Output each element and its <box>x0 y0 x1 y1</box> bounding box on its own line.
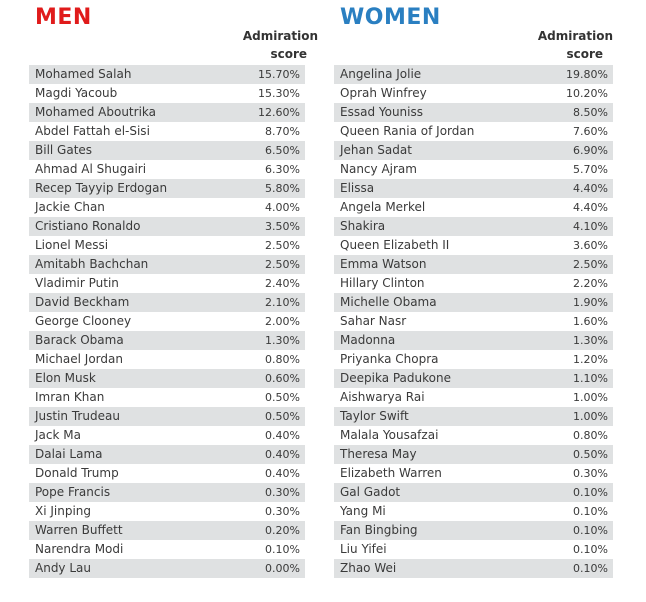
admiration-score: 3.50% <box>265 220 300 233</box>
person-name: Elissa <box>340 181 375 195</box>
admiration-score: 0.10% <box>573 543 608 556</box>
person-name: Gal Gadot <box>340 485 401 499</box>
person-name: Sahar Nasr <box>340 314 407 328</box>
table-row <box>334 502 613 521</box>
table-row <box>29 255 305 274</box>
person-name: Mohamed Salah <box>35 67 132 81</box>
person-name: Ahmad Al Shugairi <box>35 162 147 176</box>
admiration-score: 1.30% <box>573 334 608 347</box>
table-row <box>29 103 305 122</box>
admiration-score: 0.10% <box>573 505 608 518</box>
admiration-score: 0.30% <box>265 505 300 518</box>
person-name: Taylor Swift <box>340 409 409 423</box>
table-row <box>334 84 613 103</box>
admiration-score: 12.60% <box>258 106 300 119</box>
person-name: Jack Ma <box>35 428 81 442</box>
admiration-score: 2.50% <box>265 258 300 271</box>
table-row <box>29 540 305 559</box>
table-row <box>334 369 613 388</box>
person-name: Xi Jinping <box>35 504 92 518</box>
table-row <box>334 160 613 179</box>
table-row <box>334 141 613 160</box>
table-row <box>334 388 613 407</box>
person-name: Pope Francis <box>35 485 111 499</box>
person-name: Donald Trump <box>35 466 119 480</box>
admiration-score: 0.10% <box>573 562 608 575</box>
person-name: Angelina Jolie <box>340 67 422 81</box>
table-row <box>334 293 613 312</box>
person-name: Queen Rania of Jordan <box>340 124 475 138</box>
person-name: Priyanka Chopra <box>340 352 439 366</box>
table-row <box>334 521 613 540</box>
table-row <box>29 369 305 388</box>
person-name: Michelle Obama <box>340 295 437 309</box>
person-name: Elizabeth Warren <box>340 466 442 480</box>
person-name: Imran Khan <box>35 390 105 404</box>
person-name: Abdel Fattah el-Sisi <box>35 124 150 138</box>
table-row <box>334 179 613 198</box>
person-name: Bill Gates <box>35 143 93 157</box>
person-name: Shakira <box>340 219 386 233</box>
person-name: Malala Yousafzai <box>340 428 439 442</box>
person-name: Aishwarya Rai <box>340 390 425 404</box>
table-row <box>29 293 305 312</box>
person-name: Cristiano Ronaldo <box>35 219 141 233</box>
person-name: Vladimir Putin <box>35 276 119 290</box>
admiration-score: 0.00% <box>265 562 300 575</box>
admiration-score: 0.80% <box>573 429 608 442</box>
admiration-score: 5.70% <box>573 163 608 176</box>
table-row <box>29 521 305 540</box>
table-row <box>29 426 305 445</box>
admiration-score: 0.50% <box>573 448 608 461</box>
table-row <box>29 407 305 426</box>
admiration-score: 0.60% <box>265 372 300 385</box>
admiration-score: 1.30% <box>265 334 300 347</box>
admiration-score: 19.80% <box>566 68 608 81</box>
table-row <box>334 426 613 445</box>
person-name: Liu Yifei <box>340 542 387 556</box>
person-name: Nancy Ajram <box>340 162 417 176</box>
admiration-score: 0.30% <box>265 486 300 499</box>
person-name: Jackie Chan <box>35 200 105 214</box>
person-name: Justin Trudeau <box>35 409 120 423</box>
person-name: Magdi Yacoub <box>35 86 118 100</box>
table-row <box>334 198 613 217</box>
admiration-score: 0.80% <box>265 353 300 366</box>
table-row <box>334 483 613 502</box>
person-name: Emma Watson <box>340 257 427 271</box>
admiration-score: 6.30% <box>265 163 300 176</box>
admiration-score: 2.20% <box>573 277 608 290</box>
person-name: Madonna <box>340 333 396 347</box>
person-name: Barack Obama <box>35 333 124 347</box>
table-row <box>334 312 613 331</box>
admiration-score: 0.50% <box>265 410 300 423</box>
person-name: Recep Tayyip Erdogan <box>35 181 168 195</box>
person-name: David Beckham <box>35 295 130 309</box>
admiration-score: 2.00% <box>265 315 300 328</box>
admiration-score: 0.40% <box>265 448 300 461</box>
admiration-score: 0.10% <box>573 486 608 499</box>
men-score-header-line2: score <box>270 47 307 61</box>
admiration-score: 8.70% <box>265 125 300 138</box>
admiration-score: 0.20% <box>265 524 300 537</box>
person-name: George Clooney <box>35 314 132 328</box>
women-score-header-line2: score <box>566 47 603 61</box>
table-row <box>334 65 613 84</box>
admiration-score: 1.90% <box>573 296 608 309</box>
table-row <box>29 84 305 103</box>
person-name: Queen Elizabeth II <box>340 238 450 252</box>
admiration-score: 10.20% <box>566 87 608 100</box>
table-row <box>29 388 305 407</box>
admiration-score: 8.50% <box>573 106 608 119</box>
table-row <box>334 464 613 483</box>
table-row <box>334 445 613 464</box>
admiration-score: 6.50% <box>265 144 300 157</box>
person-name: Hillary Clinton <box>340 276 425 290</box>
men-panel <box>29 0 318 575</box>
admiration-score: 2.50% <box>573 258 608 271</box>
person-name: Dalai Lama <box>35 447 103 461</box>
table-row <box>334 407 613 426</box>
women-header <box>334 0 613 65</box>
admiration-score: 0.30% <box>573 467 608 480</box>
table-row <box>29 483 305 502</box>
admiration-score: 1.00% <box>573 391 608 404</box>
admiration-score: 3.60% <box>573 239 608 252</box>
admiration-score: 0.10% <box>573 524 608 537</box>
table-row <box>334 217 613 236</box>
women-title: WOMEN <box>340 5 441 30</box>
table-row <box>29 122 305 141</box>
admiration-score: 1.10% <box>573 372 608 385</box>
admiration-score: 4.40% <box>573 201 608 214</box>
table-row <box>29 274 305 293</box>
admiration-score: 0.40% <box>265 429 300 442</box>
person-name: Yang Mi <box>340 504 386 518</box>
person-name: Narendra Modi <box>35 542 124 556</box>
admiration-score: 2.50% <box>265 239 300 252</box>
table-row <box>334 103 613 122</box>
admiration-score: 0.40% <box>265 467 300 480</box>
person-name: Elon Musk <box>35 371 96 385</box>
table-row <box>334 331 613 350</box>
admiration-score: 2.10% <box>265 296 300 309</box>
admiration-score: 4.40% <box>573 182 608 195</box>
table-row <box>29 141 305 160</box>
person-name: Zhao Wei <box>340 561 397 575</box>
admiration-score: 15.30% <box>258 87 300 100</box>
admiration-score: 4.10% <box>573 220 608 233</box>
table-row <box>334 559 613 578</box>
women-score-column-header <box>513 27 613 63</box>
men-table <box>29 65 305 578</box>
admiration-score: 1.60% <box>573 315 608 328</box>
admiration-score: 2.40% <box>265 277 300 290</box>
table-row <box>29 65 305 84</box>
person-name: Amitabh Bachchan <box>35 257 149 271</box>
person-name: Jehan Sadat <box>340 143 412 157</box>
men-score-column-header <box>218 27 318 63</box>
table-row <box>29 445 305 464</box>
table-row <box>334 350 613 369</box>
person-name: Warren Buffett <box>35 523 123 537</box>
person-name: Lionel Messi <box>35 238 109 252</box>
table-row <box>334 255 613 274</box>
admiration-score: 0.50% <box>265 391 300 404</box>
table-row <box>29 464 305 483</box>
admiration-score: 5.80% <box>265 182 300 195</box>
table-row <box>29 350 305 369</box>
table-row <box>29 312 305 331</box>
admiration-score: 1.00% <box>573 410 608 423</box>
women-panel <box>334 0 613 575</box>
admiration-score: 1.20% <box>573 353 608 366</box>
table-row <box>29 217 305 236</box>
admiration-score: 15.70% <box>258 68 300 81</box>
table-row <box>29 236 305 255</box>
women-score-header-line1: Admiration <box>537 29 613 43</box>
person-name: Theresa May <box>340 447 417 461</box>
person-name: Andy Lau <box>35 561 91 575</box>
table-row <box>334 236 613 255</box>
person-name: Fan Bingbing <box>340 523 418 537</box>
women-table <box>334 65 613 578</box>
table-row <box>29 198 305 217</box>
men-title: MEN <box>35 5 92 30</box>
table-row <box>29 179 305 198</box>
admiration-score: 0.10% <box>265 543 300 556</box>
table-row <box>29 502 305 521</box>
admiration-score: 7.60% <box>573 125 608 138</box>
table-row <box>334 274 613 293</box>
admiration-score: 4.00% <box>265 201 300 214</box>
men-header <box>29 0 318 65</box>
person-name: Mohamed Aboutrika <box>35 105 156 119</box>
table-row <box>29 559 305 578</box>
admiration-score: 6.90% <box>573 144 608 157</box>
person-name: Deepika Padukone <box>340 371 451 385</box>
person-name: Oprah Winfrey <box>340 86 427 100</box>
men-score-header-line1: Admiration <box>242 29 318 43</box>
table-row <box>29 160 305 179</box>
table-row <box>29 331 305 350</box>
table-row <box>334 540 613 559</box>
table-row <box>334 122 613 141</box>
person-name: Angela Merkel <box>340 200 426 214</box>
person-name: Michael Jordan <box>35 352 123 366</box>
person-name: Essad Youniss <box>340 105 423 119</box>
